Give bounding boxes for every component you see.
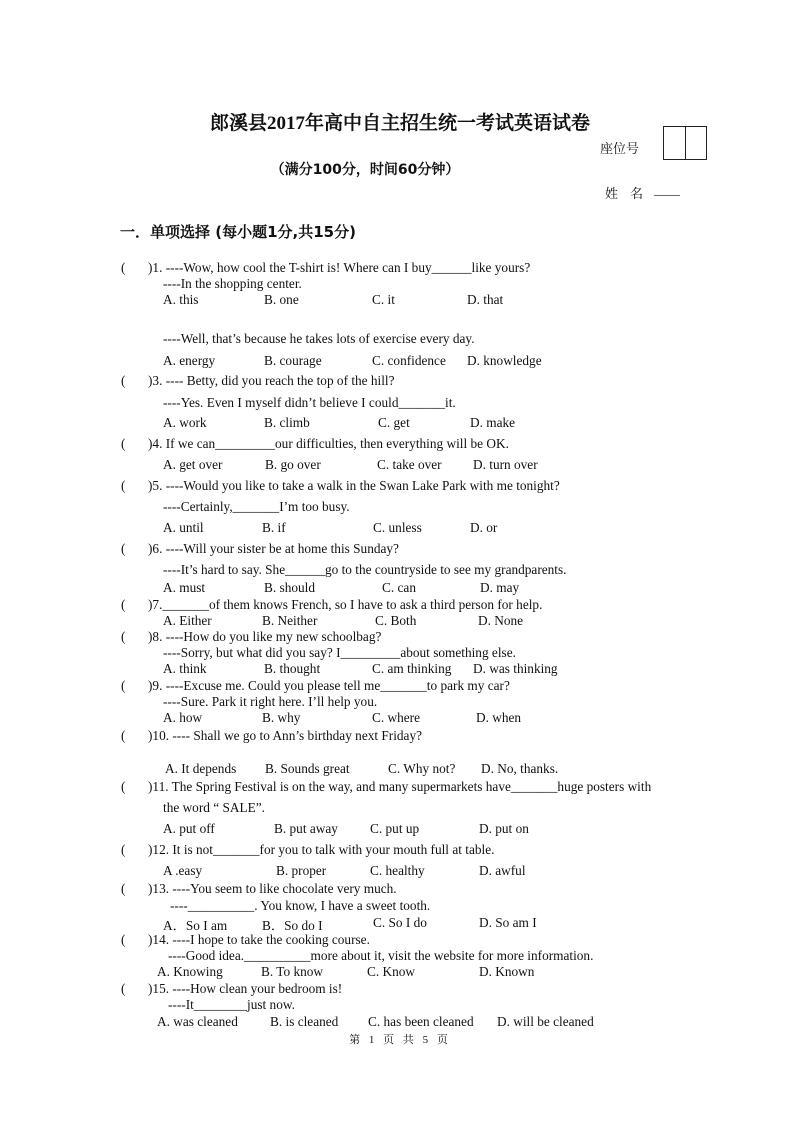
question-14-line2: ----Good idea.__________more about it, visit the website for more information.	[168, 948, 594, 963]
question-9-option-c: C. where	[372, 710, 420, 725]
answer-paren: (	[121, 779, 126, 794]
question-8-line2: ----Sorry, but what did you say? I_________about something else.	[163, 645, 516, 660]
question-11-line2: the word “ SALE”.	[163, 800, 265, 815]
seat-number-box	[663, 126, 707, 160]
question-13-option-d: D. So am I	[479, 915, 537, 930]
question-4-option-a: A. get over	[163, 457, 223, 472]
question-13-option-b: B．So do I	[262, 918, 323, 933]
question-4-option-d: D. turn over	[473, 457, 538, 472]
question-7-stem: )7._______of them knows French, so I have to ask a third person for help.	[148, 597, 543, 612]
question-7-option-b: B. Neither	[262, 613, 318, 628]
question-3-option-d: D. make	[470, 415, 516, 430]
question-12-option-c: C. healthy	[370, 863, 425, 878]
answer-paren: (	[121, 373, 126, 388]
question-3-stem: )3. ---- Betty, did you reach the top of the hill?	[148, 373, 395, 388]
question-14-option-b: B. To know	[261, 964, 323, 979]
question-15-stem: )15. ----How clean your bedroom is!	[148, 981, 343, 996]
answer-paren: (	[121, 436, 126, 451]
question-3-option-c: C. get	[378, 415, 410, 430]
question-5-option-b: B. if	[262, 520, 286, 535]
question-11-option-a: A. put off	[163, 821, 215, 836]
answer-paren: (	[121, 597, 126, 612]
question-5-option-a: A. until	[163, 520, 204, 535]
question-15-option-d: D. will be cleaned	[497, 1014, 594, 1029]
question-10-option-a: A. It depends	[165, 761, 237, 776]
question-6-option-d: D. may	[480, 580, 520, 595]
question-15-line2: ----It________just now.	[168, 997, 295, 1012]
question-10-option-d: D. No, thanks.	[481, 761, 559, 776]
question-7-option-c: C. Both	[375, 613, 417, 628]
answer-paren: (	[121, 629, 126, 644]
question-2-option-d: D. knowledge	[467, 353, 542, 368]
question-12-option-a: A .easy	[163, 863, 203, 878]
answer-paren: (	[121, 260, 126, 275]
question-6-line2: ----It’s hard to say. She______go to the countryside to see my grandparents.	[163, 562, 567, 577]
question-1-option-b: B. one	[264, 292, 299, 307]
question-3-line2: ----Yes. Even I myself didn’t believe I could_______it.	[163, 395, 456, 410]
question-8-option-b: B. thought	[264, 661, 321, 676]
question-5-option-c: C. unless	[373, 520, 422, 535]
question-5-line2: ----Certainly,_______I’m too busy.	[163, 499, 350, 514]
question-15-option-c: C. has been cleaned	[368, 1014, 474, 1029]
question-8-option-a: A. think	[163, 661, 207, 676]
question-4-stem: )4. If we can_________our difficulties, then everything will be OK.	[148, 436, 509, 451]
question-1-stem: )1. ----Wow, how cool the T-shirt is! Where can I buy______like yours?	[148, 260, 531, 275]
question-11-option-d: D. put on	[479, 821, 529, 836]
question-8-option-d: D. was thinking	[473, 661, 558, 676]
question-10-option-b: B. Sounds great	[265, 761, 350, 776]
question-2-line2: ----Well, that’s because he takes lots of exercise every day.	[163, 331, 475, 346]
question-5-stem: )5. ----Would you like to take a walk in the Swan Lake Park with me tonight?	[148, 478, 560, 493]
question-12-option-b: B. proper	[276, 863, 327, 878]
question-5-option-d: D. or	[470, 520, 498, 535]
question-4-option-c: C. take over	[377, 457, 442, 472]
question-12-option-d: D. awful	[479, 863, 526, 878]
question-9-option-a: A. how	[163, 710, 203, 725]
question-15-option-a: A. was cleaned	[157, 1014, 238, 1029]
question-11-option-c: C. put up	[370, 821, 420, 836]
question-4-option-b: B. go over	[265, 457, 321, 472]
answer-paren: (	[121, 678, 126, 693]
question-1-option-a: A. this	[163, 292, 199, 307]
section-heading: 一．单项选择 (每小题1分,共15分)	[120, 223, 356, 241]
question-14-option-d: D. Known	[479, 964, 535, 979]
question-2-option-a: A. energy	[163, 353, 216, 368]
question-6-option-a: A. must	[163, 580, 206, 595]
exam-subtitle: （满分100分，时间60分钟）	[270, 162, 460, 178]
question-7-option-a: A. Either	[163, 613, 212, 628]
question-8-stem: )8. ----How do you like my new schoolbag?	[148, 629, 382, 644]
question-13-line2: ----__________. You know, I have a sweet tooth.	[170, 898, 431, 913]
question-6-option-c: C. can	[382, 580, 416, 595]
question-1-line2: ----In the shopping center.	[163, 276, 302, 291]
question-14-stem: )14. ----I hope to take the cooking course.	[148, 932, 370, 947]
question-2-option-c: C. confidence	[372, 353, 446, 368]
question-13-option-c: C. So I do	[373, 915, 427, 930]
answer-paren: (	[121, 541, 126, 556]
page-footer: 第 1 页 共 5 页	[349, 1034, 451, 1046]
exam-title: 郎溪县2017年高中自主招生统一考试英语试卷	[209, 113, 590, 134]
question-6-stem: )6. ----Will your sister be at home this Sunday?	[148, 541, 399, 556]
answer-paren: (	[121, 842, 126, 857]
name-blank: ____	[654, 182, 680, 197]
question-10-stem: )10. ---- Shall we go to Ann’s birthday next Friday?	[148, 728, 423, 743]
question-3-option-a: A. work	[163, 415, 207, 430]
question-1-option-d: D. that	[467, 292, 504, 307]
question-13-stem: )13. ----You seem to like chocolate very much.	[148, 881, 397, 896]
name-label: 姓名	[605, 187, 656, 202]
question-11-option-b: B. put away	[274, 821, 338, 836]
question-3-option-b: B. climb	[264, 415, 310, 430]
question-15-option-b: B. is cleaned	[270, 1014, 339, 1029]
question-9-line2: ----Sure. Park it right here. I’ll help you.	[163, 694, 378, 709]
answer-paren: (	[121, 881, 126, 896]
question-10-option-c: C. Why not?	[388, 761, 456, 776]
question-12-stem: )12. It is not_______for you to talk with your mouth full at table.	[148, 842, 495, 857]
answer-paren: (	[121, 981, 126, 996]
answer-paren: (	[121, 478, 126, 493]
question-14-option-c: C. Know	[367, 964, 416, 979]
question-6-option-b: B. should	[264, 580, 315, 595]
question-9-option-d: D. when	[476, 710, 522, 725]
question-13-option-a: A．So I am	[163, 918, 228, 933]
question-9-stem: )9. ----Excuse me. Could you please tell me_______to park my car?	[148, 678, 510, 693]
answer-paren: (	[121, 728, 126, 743]
question-9-option-b: B. why	[262, 710, 301, 725]
question-11-stem: )11. The Spring Festival is on the way, and many supermarkets have_______huge posters with	[148, 779, 652, 794]
question-1-option-c: C. it	[372, 292, 395, 307]
question-8-option-c: C. am thinking	[372, 661, 452, 676]
answer-paren: (	[121, 932, 126, 947]
question-2-option-b: B. courage	[264, 353, 322, 368]
question-7-option-d: D. None	[478, 613, 524, 628]
seat-number-label: 座位号	[600, 142, 640, 157]
question-14-option-a: A. Knowing	[157, 964, 223, 979]
